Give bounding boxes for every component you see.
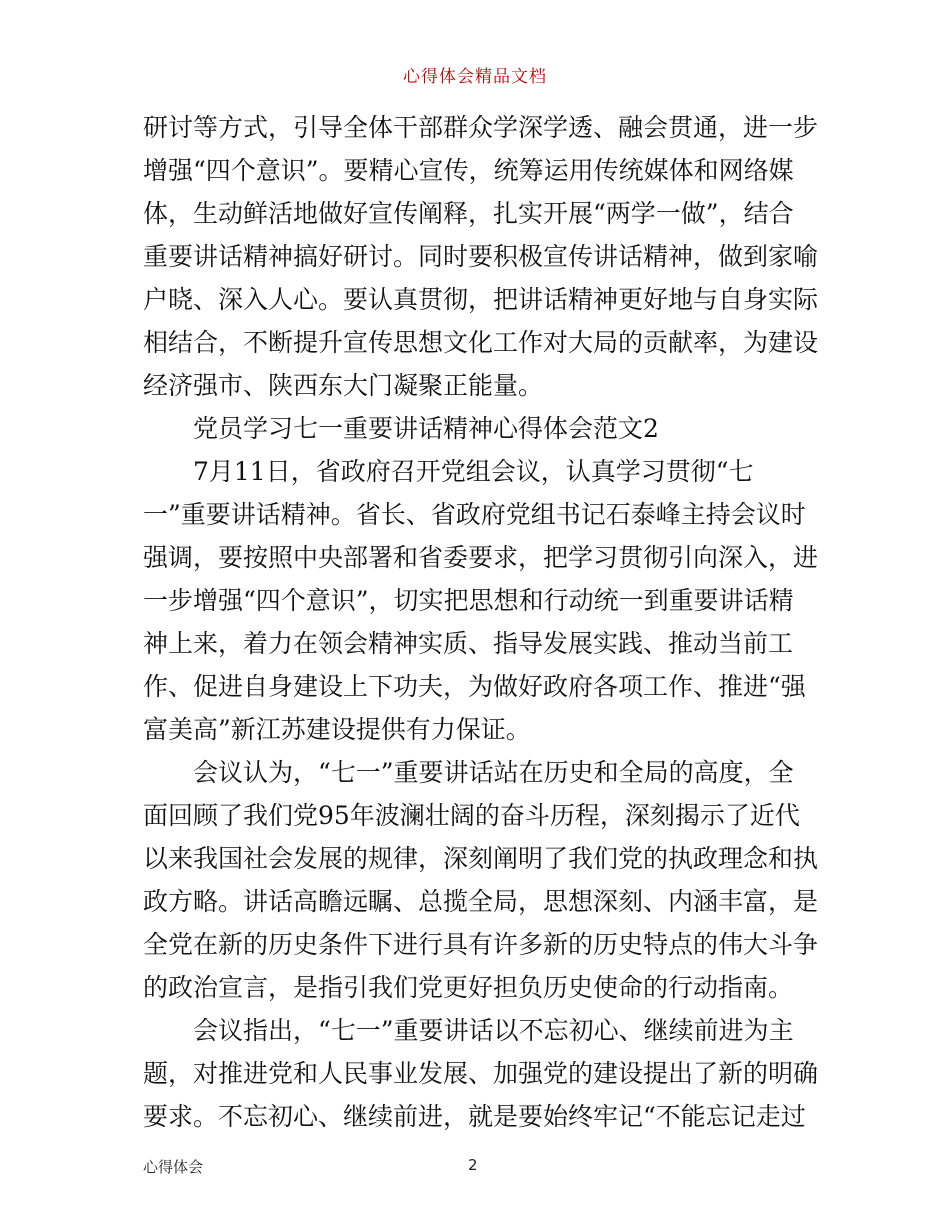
body-line: 全党在新的历史条件下进行具有许多新的历史特点的伟大斗争 bbox=[143, 930, 819, 959]
body-line: 体，生动鲜活地做好宣传阐释，扎实开展“两学一做”，结合 bbox=[143, 199, 794, 228]
body-line: 要求。不忘初心、继续前进，就是要始终牢记“不能忘记走过 bbox=[143, 1102, 806, 1131]
body-line: 强调，要按照中央部署和省委要求，把学习贯彻引向深入，进 bbox=[143, 543, 819, 572]
body-line: 的政治宣言，是指引我们党更好担负历史使命的行动指南。 bbox=[143, 973, 794, 1002]
body-line: 以来我国社会发展的规律，深刻阐明了我们党的执政理念和执 bbox=[143, 844, 819, 873]
body-line: 面回顾了我们党95年波澜壮阔的奋斗历程，深刻揭示了近代 bbox=[143, 801, 800, 830]
body-line: 重要讲话精神搞好研讨。同时要积极宣传讲话精神，做到家喻 bbox=[143, 242, 819, 271]
body-line: 神上来，着力在领会精神实质、指导发展实践、推动当前工 bbox=[143, 629, 794, 658]
body-line: 户晓、深入人心。要认真贯彻，把讲话精神更好地与自身实际 bbox=[143, 285, 819, 314]
body-line: 增强“四个意识”。要精心宣传，统筹运用传统媒体和网络媒 bbox=[143, 156, 794, 185]
body-line: 一”重要讲话精神。省长、省政府党组书记石泰峰主持会议时 bbox=[143, 500, 806, 529]
body-line: 7月11日，省政府召开党组会议，认真学习贯彻“七 bbox=[143, 457, 754, 486]
header-title: 心得体会精品文档 bbox=[403, 67, 547, 87]
body-line: 一步增强“四个意识”，切实把思想和行动统一到重要讲话精 bbox=[143, 586, 794, 615]
body-line: 题，对推进党和人民事业发展、加强党的建设提出了新的明确 bbox=[143, 1059, 819, 1088]
body-line: 研讨等方式，引导全体干部群众学深学透、融会贯通，进一步 bbox=[143, 113, 819, 142]
page-number: 2 bbox=[468, 1156, 478, 1174]
body-line: 会议认为，“七一”重要讲话站在历史和全局的高度，全 bbox=[143, 758, 794, 787]
section-heading: 党员学习七一重要讲话精神心得体会范文2 bbox=[143, 414, 659, 443]
body-line: 经济强市、陕西东大门凝聚正能量。 bbox=[143, 371, 544, 400]
body-line: 会议指出，“七一”重要讲话以不忘初心、继续前进为主 bbox=[143, 1016, 794, 1045]
body-line: 富美高”新江苏建设提供有力保证。 bbox=[143, 715, 531, 744]
body-line: 政方略。讲话高瞻远瞩、总揽全局，思想深刻、内涵丰富，是 bbox=[143, 887, 819, 916]
body-line: 相结合，不断提升宣传思想文化工作对大局的贡献率，为建设 bbox=[143, 328, 819, 357]
footer-label: 心得体会 bbox=[143, 1158, 204, 1176]
body-line: 作、促进自身建设上下功夫，为做好政府各项工作、推进“强 bbox=[143, 672, 806, 701]
